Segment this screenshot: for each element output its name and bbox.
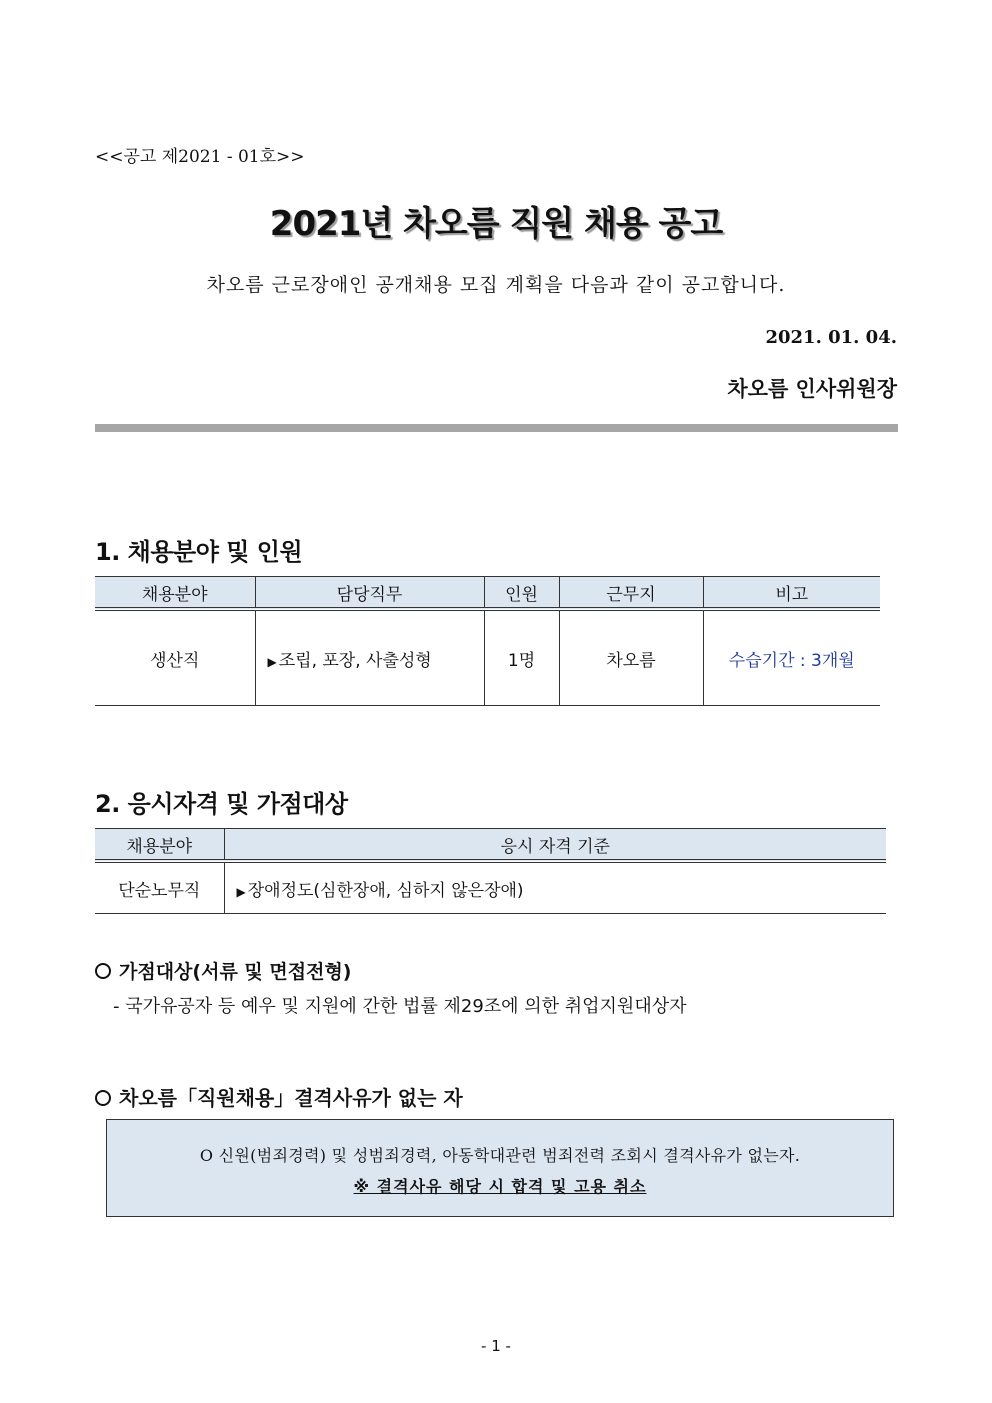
bonus-text: - 국가유공자 등 예우 및 지원에 간한 법률 제29조에 의한 취업지원대상자 <box>113 996 687 1017</box>
bonus-heading <box>95 957 352 984</box>
header-duty: 담당직무 <box>255 577 484 610</box>
table-row <box>95 861 886 914</box>
page-number: - 1 - <box>481 1337 511 1355</box>
header-count: 인원 <box>484 577 559 610</box>
disqualification-box <box>106 1119 894 1217</box>
circle-bullet-icon <box>95 963 111 979</box>
notice-date: 2021. 01. 04. <box>765 327 897 348</box>
table-header-row <box>95 577 880 610</box>
disqualification-line2: ※ 결격사유 해당 시 합격 및 고용 취소 <box>353 1177 647 1196</box>
cell-field: 단순노무직 <box>95 861 224 914</box>
page-title: 2021년 차오름 직원 채용 공고 <box>269 204 723 244</box>
qualification-table <box>95 828 886 914</box>
cell-location: 차오름 <box>559 609 703 706</box>
circle-bullet-icon <box>95 1090 111 1106</box>
disqualification-heading-text: 차오름「직원채용」결격사유가 없는 자 <box>119 1086 463 1110</box>
header-criteria: 응시 자격 기준 <box>224 829 886 862</box>
cell-criteria <box>224 861 886 914</box>
disqualification-heading <box>95 1082 463 1111</box>
header-location: 근무지 <box>559 577 703 610</box>
header-field: 채용분야 <box>95 577 255 610</box>
triangle-bullet-icon: ▶ <box>236 884 246 899</box>
section2-heading: 2. 응시자격 및 가점대상 <box>95 790 348 818</box>
table-row <box>95 609 880 706</box>
duty-text: 조립, 포장, 사출성형 <box>278 650 432 671</box>
cell-field: 생산직 <box>95 609 255 706</box>
disqualification-line1: O 신원(범죄경력) 및 성범죄경력, 아동학대관련 범죄전력 조회시 결격사유가 없는자. <box>199 1146 801 1165</box>
section1-heading: 1. 채용분야 및 인원 <box>95 538 303 566</box>
recruitment-table <box>95 576 880 706</box>
header-note: 비고 <box>703 577 880 610</box>
cell-note: 수습기간 : 3개월 <box>703 609 880 706</box>
triangle-bullet-icon: ▶ <box>267 654 277 669</box>
notice-number: <<공고 제2021 - 01호>> <box>95 147 305 167</box>
cell-count: 1명 <box>484 609 559 706</box>
criteria-text: 장애정도(심한장애, 심하지 않은장애) <box>247 880 524 901</box>
bonus-heading-text: 가점대상(서류 및 면접전형) <box>119 961 352 983</box>
divider <box>95 424 898 432</box>
intro-text: 차오름 근로장애인 공개채용 모집 계획을 다음과 같이 공고합니다. <box>206 274 786 296</box>
signer: 차오름 인사위원장 <box>727 377 897 401</box>
header-field: 채용분야 <box>95 829 224 862</box>
table-header-row <box>95 829 886 862</box>
cell-duty <box>255 609 484 706</box>
